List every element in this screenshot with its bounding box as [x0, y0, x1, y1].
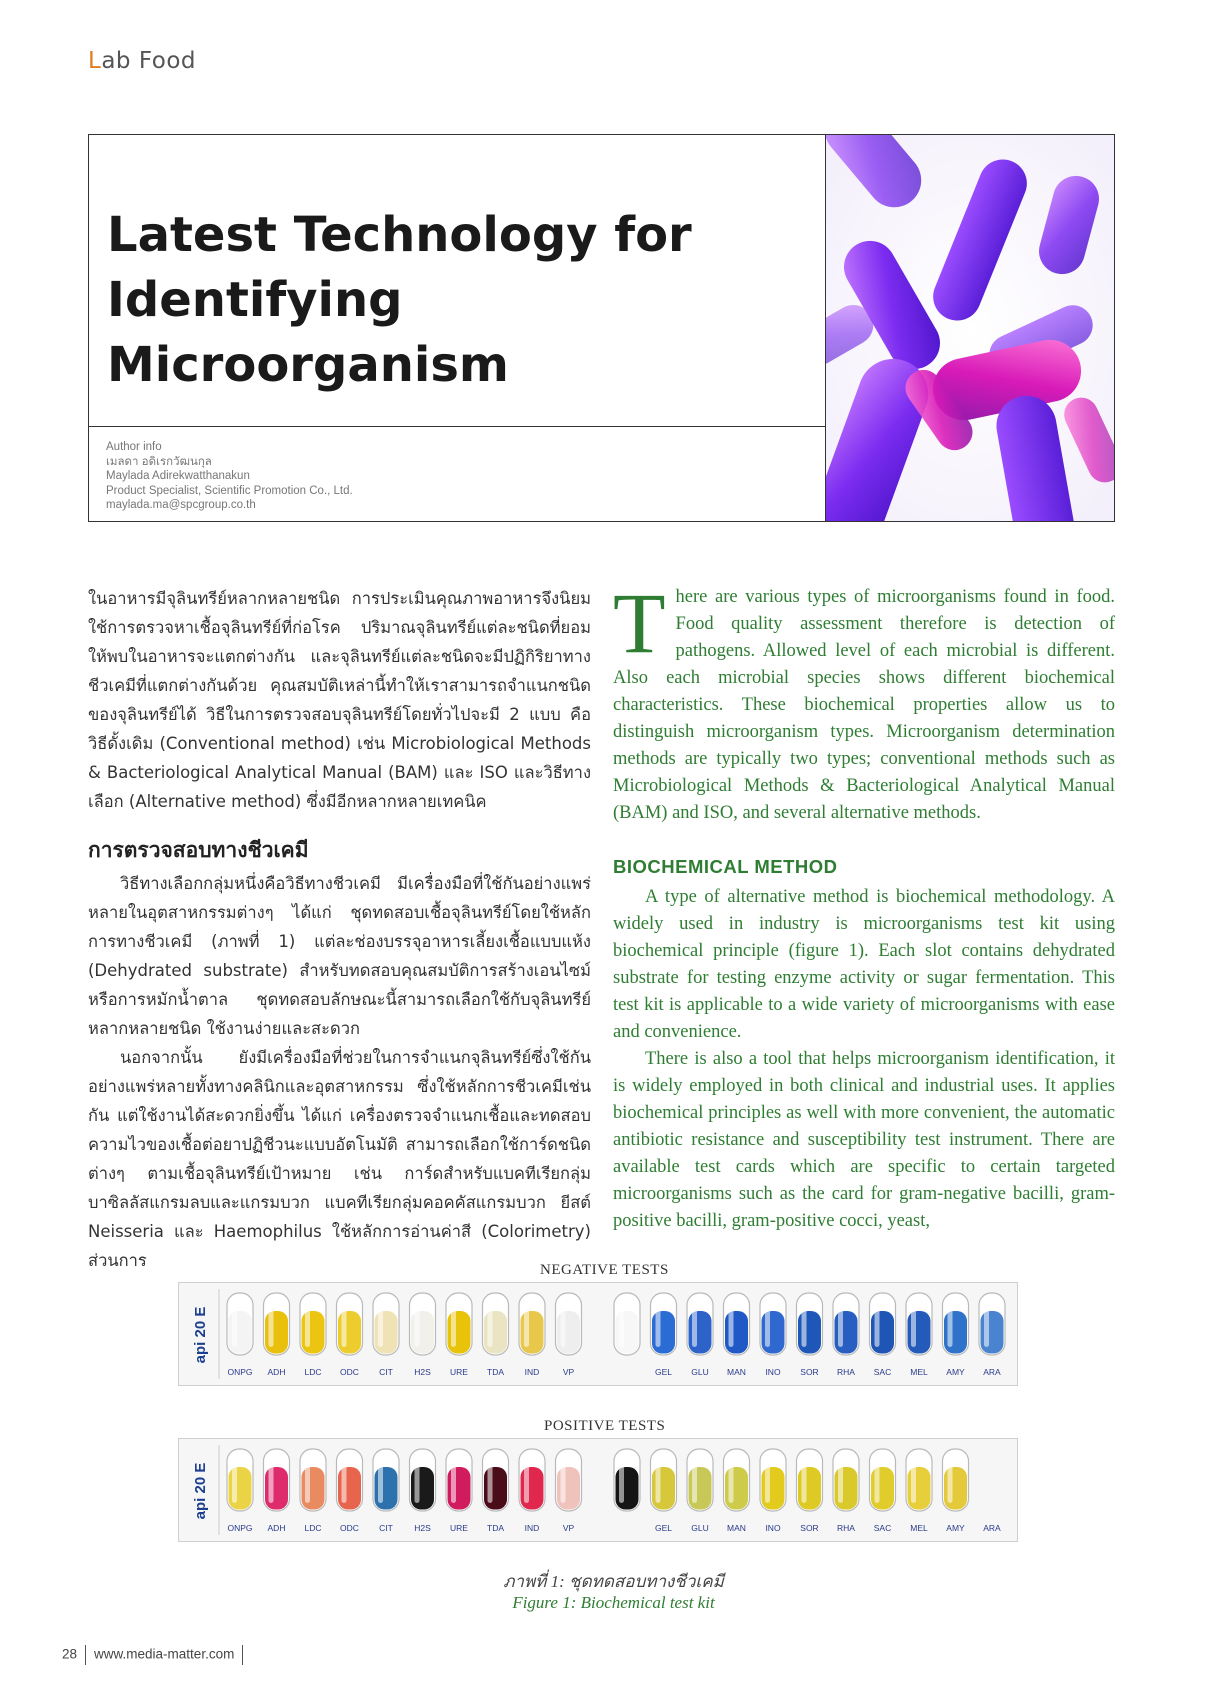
- negative-test-code: VP: [562, 1367, 575, 1377]
- author-name-thai: เมลดา อดิเรกวัฒนกุล: [106, 455, 212, 468]
- negative-cupule: [410, 1293, 436, 1355]
- section-label: [88, 48, 196, 74]
- thai-paragraph-1: วิธีทางเลือกกลุ่มหนึ่งคือวิธีทางชีวเคมี มีเครื่องมือที่ใช้กันอย่างแพร่หลายในอุตสาหกรรมต่างๆ ได้แก่ ชุดทดสอบเชื้อจุลินทรีย์โดยใช้หลักการทางชีวเคมี (ภาพที่ 1) แต่ละช่องบรรจุอาหารเลี้ยงเชื้อแบบแห้ง (Dehydrated substrate) สำหรับทดสอบคุณสมบัติการสร้างเอนไซม์หรือการหมักน้ำตาล ชุดทดสอบลักษณะนี้สามารถเลือกใช้กับจุลินทรีย์หลากหลายชนิด ใช้งานง่ายและสะดวก: [88, 874, 591, 1038]
- negative-cupule: [373, 1293, 399, 1355]
- negative-cupule: [760, 1293, 786, 1355]
- positive-test-code: RHA: [837, 1523, 855, 1533]
- negative-cupule: [519, 1293, 545, 1355]
- positive-test-code: IND: [524, 1523, 540, 1533]
- negative-test-code: CIT: [379, 1367, 393, 1377]
- negative-test-code: H2S: [414, 1367, 431, 1377]
- negative-test-code: SOR: [800, 1367, 819, 1377]
- figure-caption-thai: ภาพที่ 1: ชุดทดสอบทางชีวเคมี: [503, 1572, 724, 1591]
- positive-cupule: [337, 1449, 363, 1511]
- positive-test-code: GLU: [691, 1523, 709, 1533]
- author-email[interactable]: maylada.ma@spcgroup.co.th: [106, 499, 256, 511]
- positive-test-code: SOR: [800, 1523, 819, 1533]
- positive-cupule: [483, 1449, 509, 1511]
- negative-tests-label: NEGATIVE TESTS: [540, 1262, 669, 1278]
- positive-cupule: [264, 1449, 290, 1511]
- english-paragraph-2: There is also a tool that helps microorganism identification, it is widely employed in both clinical and industrial uses. It applies biochemical principles as well with more convenient, the automatic antibiotic resistance and susceptibility test instrument. There are available test cards which are specific to certain targeted microorganisms such as the card for gram-negative bacilli, gram-positive bacilli, gram-positive cocci, yeast,: [613, 1049, 1115, 1231]
- positive-strip-graphic: [179, 1439, 1017, 1541]
- negative-test-code: RHA: [837, 1367, 855, 1377]
- hero-bacteria-image: [825, 134, 1115, 522]
- english-heading: BIOCHEMICAL METHOD: [613, 856, 838, 877]
- positive-cupule: [651, 1449, 677, 1511]
- negative-cupule: [979, 1293, 1005, 1355]
- positive-test-code: ONPG: [227, 1523, 253, 1533]
- page-footer: [62, 1645, 251, 1665]
- footer-divider: [85, 1645, 86, 1665]
- positive-test-code: LDC: [304, 1523, 322, 1533]
- positive-cupule: [833, 1449, 859, 1511]
- negative-test-strip: [178, 1282, 1018, 1386]
- negative-test-code: IND: [524, 1367, 540, 1377]
- figure-caption-english: Figure 1: Biochemical test kit: [512, 1593, 715, 1612]
- negative-test-code: LDC: [304, 1367, 322, 1377]
- author-label: Author info: [106, 441, 162, 453]
- english-paragraph-1: A type of alternative method is biochemical methodology. A widely used in industry is microorganisms test kit using biochemical principle (figure 1). Each slot contains dehydrated substrate for testing enzyme activity or sugar fermentation. This test kit is applicable to a wide variety of microorganisms with ease and convenience.: [613, 887, 1115, 1042]
- negative-test-code: INO: [765, 1367, 781, 1377]
- negative-cupule: [687, 1293, 713, 1355]
- title-panel: [89, 135, 826, 427]
- positive-cupule: [519, 1449, 545, 1511]
- negative-test-code: GLU: [691, 1367, 709, 1377]
- thai-intro: ในอาหารมีจุลินทรีย์หลากหลายชนิด การประเมินคุณภาพอาหารจึงนิยมใช้การตรวจหาเชื้อจุลินทรีย์ที่ก่อโรค ปริมาณจุลินทรีย์แต่ละชนิดที่ยอมให้พบในอาหารจะแตกต่างกัน และจุลินทรีย์แต่ละชนิดจะมีปฏิกิริยาทางชีวเคมีที่แตกต่างกันด้วย คุณสมบัติเหล่านี้ทำให้เราสามารถจำแนกชนิดของจุลินทรีย์ได้ วิธีในการตรวจสอบจุลินทรีย์โดยทั่วไปจะมี 2 แบบ คือ วิธีดั้งเดิม (Conventional method) เช่น Microbiological Methods & Bacteriological Analytical Manual (BAM) และ ISO และวิธีทางเลือก (Alternative method) ซึ่งมีอีกหลากหลายเทคนิค: [88, 589, 591, 811]
- positive-test-code: MEL: [910, 1523, 928, 1533]
- author-name: Maylada Adirekwatthanakun: [106, 470, 250, 482]
- negative-cupule: [264, 1293, 290, 1355]
- article-title-line1: Latest Technology for: [107, 207, 692, 263]
- negative-cupule: [227, 1293, 253, 1355]
- positive-cupule: [556, 1449, 582, 1511]
- positive-cupule: [760, 1449, 786, 1511]
- english-intro-text: here are various types of microorganisms found in food. Food quality assessment therefore is detection of pathogens. Allowed level of each microbial is different. Also each microbial species shows different biochemical characteristics. These biochemical properties allow us to distinguish microorganism types. Microorganism determination methods are typically two types; conventional methods such as Microbiological Methods & Bacteriological Analytical Manual (BAM) and ISO, and several alternative methods.: [613, 587, 1115, 823]
- page-number: 28: [62, 1646, 78, 1662]
- thai-paragraph-2: นอกจากนั้น ยังมีเครื่องมือที่ช่วยในการจำแนกจุลินทรีย์ซึ่งใช้กันอย่างแพร่หลายทั้งทางคลินิกและอุตสาหกรรม ซึ่งใช้หลักการชีวเคมีเช่นกัน แต่ใช้งานได้สะดวกยิ่งขึ้น ได้แก่ เครื่องตรวจจำแนกเชื้อและทดสอบความไวของเชื้อต่อยาปฏิชีวนะแบบอัตโนมัติ สามารถเลือกใช้การ์ดชนิดต่างๆ ตามเชื้อจุลินทรีย์เป้าหมาย เช่น การ์ดสำหรับแบคทีเรียกลุ่มบาซิลลัสแกรมลบและแกรมบวก แบคทีเรียกลุ่มคอคคัสแกรมบวก ยีสต์ Neisseria และ Haemophilus ใช้หลักการอ่านค่าสี (Colorimetry) ส่วนการ: [88, 1048, 591, 1270]
- positive-test-code: MAN: [727, 1523, 746, 1533]
- positive-test-strip: [178, 1438, 1018, 1542]
- positive-test-code: URE: [450, 1523, 468, 1533]
- title-box: [88, 134, 825, 522]
- positive-test-code: CIT: [379, 1523, 393, 1533]
- negative-test-code: ADH: [267, 1367, 286, 1377]
- english-intro: [613, 575, 1115, 827]
- section-label-rest: ab Food: [101, 48, 196, 74]
- positive-test-code: INO: [765, 1523, 781, 1533]
- negative-cupule: [483, 1293, 509, 1355]
- positive-test-code: ARA: [983, 1523, 1001, 1533]
- positive-cupule: [300, 1449, 326, 1511]
- negative-test-code: ONPG: [227, 1367, 253, 1377]
- negative-test-code: TDA: [487, 1367, 504, 1377]
- author-info: [106, 440, 353, 513]
- negative-cupule: [556, 1293, 582, 1355]
- negative-test-code: MAN: [727, 1367, 746, 1377]
- website-link[interactable]: www.media-matter.com: [94, 1646, 235, 1662]
- footer-divider-end: [242, 1645, 243, 1665]
- thai-column: [88, 584, 591, 1275]
- negative-cupule: [337, 1293, 363, 1355]
- negative-test-code: ARA: [983, 1367, 1001, 1377]
- positive-cupule: [906, 1449, 932, 1511]
- positive-tests-label: POSITIVE TESTS: [544, 1418, 666, 1434]
- negative-test-code: MEL: [910, 1367, 928, 1377]
- bacteria-illustration: [826, 135, 1115, 522]
- positive-cupule: [687, 1449, 713, 1511]
- positive-test-code: ADH: [267, 1523, 286, 1533]
- negative-cupule: [943, 1293, 969, 1355]
- negative-test-code: SAC: [873, 1367, 892, 1377]
- positive-cupule: [797, 1449, 823, 1511]
- article-title: [107, 203, 807, 398]
- negative-cupule: [724, 1293, 750, 1355]
- author-position: Product Specialist, Scientific Promotion Co., Ltd.: [106, 484, 353, 497]
- negative-test-code: GEL: [654, 1367, 673, 1377]
- positive-cupule: [614, 1449, 640, 1511]
- negative-cupule: [906, 1293, 932, 1355]
- positive-cupule: [446, 1449, 472, 1511]
- positive-cupule: [724, 1449, 750, 1511]
- negative-cupule: [833, 1293, 859, 1355]
- negative-cupule: [614, 1293, 640, 1355]
- positive-cupule: [870, 1449, 896, 1511]
- positive-cupule: [943, 1449, 969, 1511]
- negative-test-code: ODC: [340, 1367, 359, 1377]
- positive-test-code: GEL: [654, 1523, 673, 1533]
- positive-test-code: SAC: [873, 1523, 892, 1533]
- positive-test-code: AMY: [946, 1523, 965, 1533]
- positive-test-code: ODC: [340, 1523, 359, 1533]
- negative-cupule: [300, 1293, 326, 1355]
- positive-test-code: TDA: [487, 1523, 504, 1533]
- drop-cap: T: [613, 575, 666, 671]
- negative-test-code: URE: [450, 1367, 468, 1377]
- section-label-initial: L: [88, 48, 102, 74]
- negative-cupule: [651, 1293, 677, 1355]
- positive-test-code: VP: [562, 1523, 575, 1533]
- positive-brand-logo: api 20 E: [192, 1462, 209, 1520]
- negative-cupule: [870, 1293, 896, 1355]
- english-column: [613, 575, 1115, 1235]
- negative-test-code: AMY: [946, 1367, 965, 1377]
- positive-test-code: H2S: [414, 1523, 431, 1533]
- positive-cupule: [410, 1449, 436, 1511]
- negative-strip-graphic: [179, 1283, 1017, 1385]
- negative-brand-logo: api 20 E: [192, 1306, 209, 1364]
- thai-heading: การตรวจสอบทางชีวเคมี: [88, 838, 309, 862]
- article-title-line2: Identifying Microorganism: [107, 272, 509, 393]
- negative-cupule: [797, 1293, 823, 1355]
- negative-cupule: [446, 1293, 472, 1355]
- positive-cupule: [373, 1449, 399, 1511]
- positive-cupule: [227, 1449, 253, 1511]
